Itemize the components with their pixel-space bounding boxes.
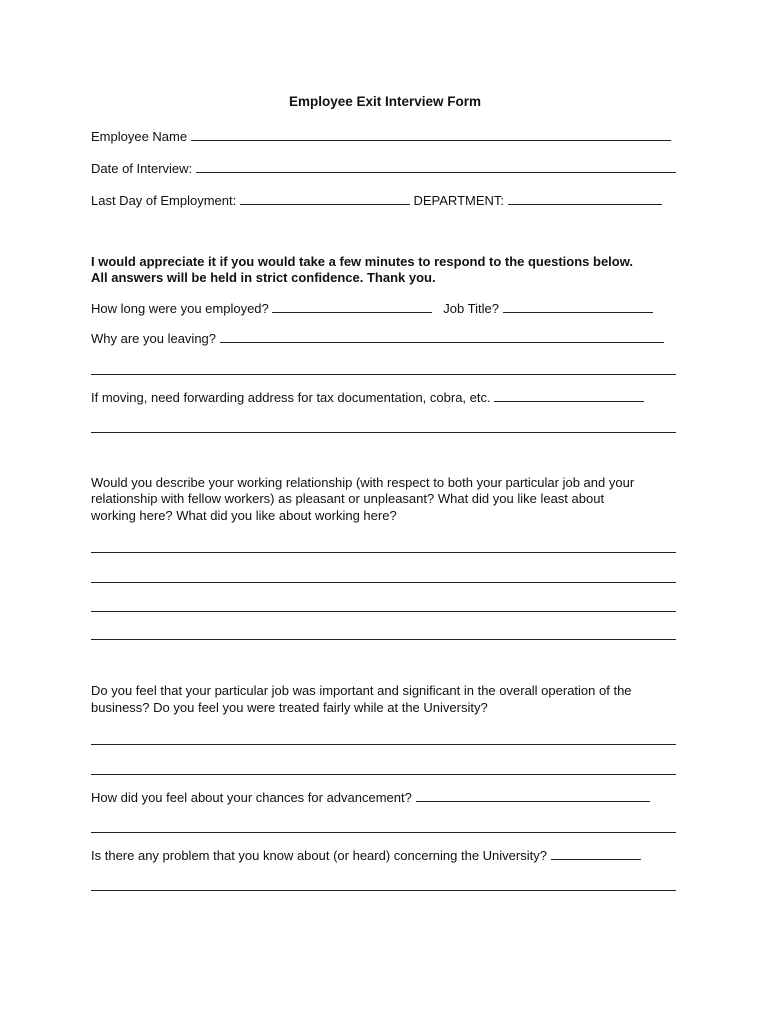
problem-field[interactable]: [551, 846, 641, 860]
why-leaving-row: [91, 329, 664, 347]
advancement-line-2[interactable]: [91, 832, 676, 833]
how-long-row: [91, 299, 653, 317]
how-long-label: How long were you employed?: [91, 301, 269, 316]
important-answer-line-2[interactable]: [91, 774, 676, 775]
advancement-row: [91, 788, 650, 806]
forwarding-row: [91, 388, 644, 406]
last-day-field[interactable]: [240, 191, 410, 205]
relationship-question-line-1: Would you describe your working relationship (with respect to both your particular job and your: [91, 475, 635, 490]
forwarding-label: If moving, need forwarding address for tax documentation, cobra, etc.: [91, 390, 491, 405]
employee-name-row: [91, 127, 671, 145]
forwarding-field[interactable]: [494, 388, 644, 402]
form-title: Employee Exit Interview Form: [288, 94, 482, 109]
relationship-answer-line-3[interactable]: [91, 611, 676, 612]
last-day-department-row: [91, 191, 662, 209]
job-title-field[interactable]: [503, 299, 653, 313]
problem-label: Is there any problem that you know about (or heard) concerning the University?: [91, 848, 547, 863]
relationship-answer-line-1[interactable]: [91, 552, 676, 553]
forwarding-line-2[interactable]: [91, 432, 676, 433]
employee-name-field[interactable]: [191, 127, 671, 141]
relationship-question-line-2: relationship with fellow workers) as pleasant or unpleasant? What did you like least about: [91, 491, 605, 506]
relationship-question-line-3: working here? What did you like about working here?: [91, 508, 397, 523]
problem-row: [91, 846, 641, 864]
date-of-interview-label: Date of Interview:: [91, 161, 193, 176]
why-leaving-line-2[interactable]: [91, 374, 676, 375]
date-of-interview-row: [91, 159, 676, 177]
last-day-label: Last Day of Employment:: [91, 193, 237, 208]
problem-line-2[interactable]: [91, 890, 676, 891]
why-leaving-field[interactable]: [220, 329, 664, 343]
department-field[interactable]: [508, 191, 662, 205]
relationship-answer-line-4[interactable]: [91, 639, 676, 640]
relationship-answer-line-2[interactable]: [91, 582, 676, 583]
department-label: DEPARTMENT:: [413, 193, 505, 208]
how-long-field[interactable]: [272, 299, 432, 313]
advancement-field[interactable]: [416, 788, 650, 802]
date-of-interview-field[interactable]: [196, 159, 676, 173]
important-question-line-2: business? Do you feel you were treated fairly while at the University?: [91, 700, 488, 715]
employee-name-label: Employee Name: [91, 129, 188, 144]
intro-line-1: I would appreciate it if you would take a few minutes to respond to the questions below.: [91, 254, 633, 269]
job-title-label: Job Title?: [443, 301, 499, 316]
important-question-line-1: Do you feel that your particular job was important and significant in the overall operation of the: [91, 683, 632, 698]
advancement-label: How did you feel about your chances for advancement?: [91, 790, 412, 805]
why-leaving-label: Why are you leaving?: [91, 331, 217, 346]
intro-line-2: All answers will be held in strict confidence. Thank you.: [91, 270, 436, 285]
important-answer-line-1[interactable]: [91, 744, 676, 745]
